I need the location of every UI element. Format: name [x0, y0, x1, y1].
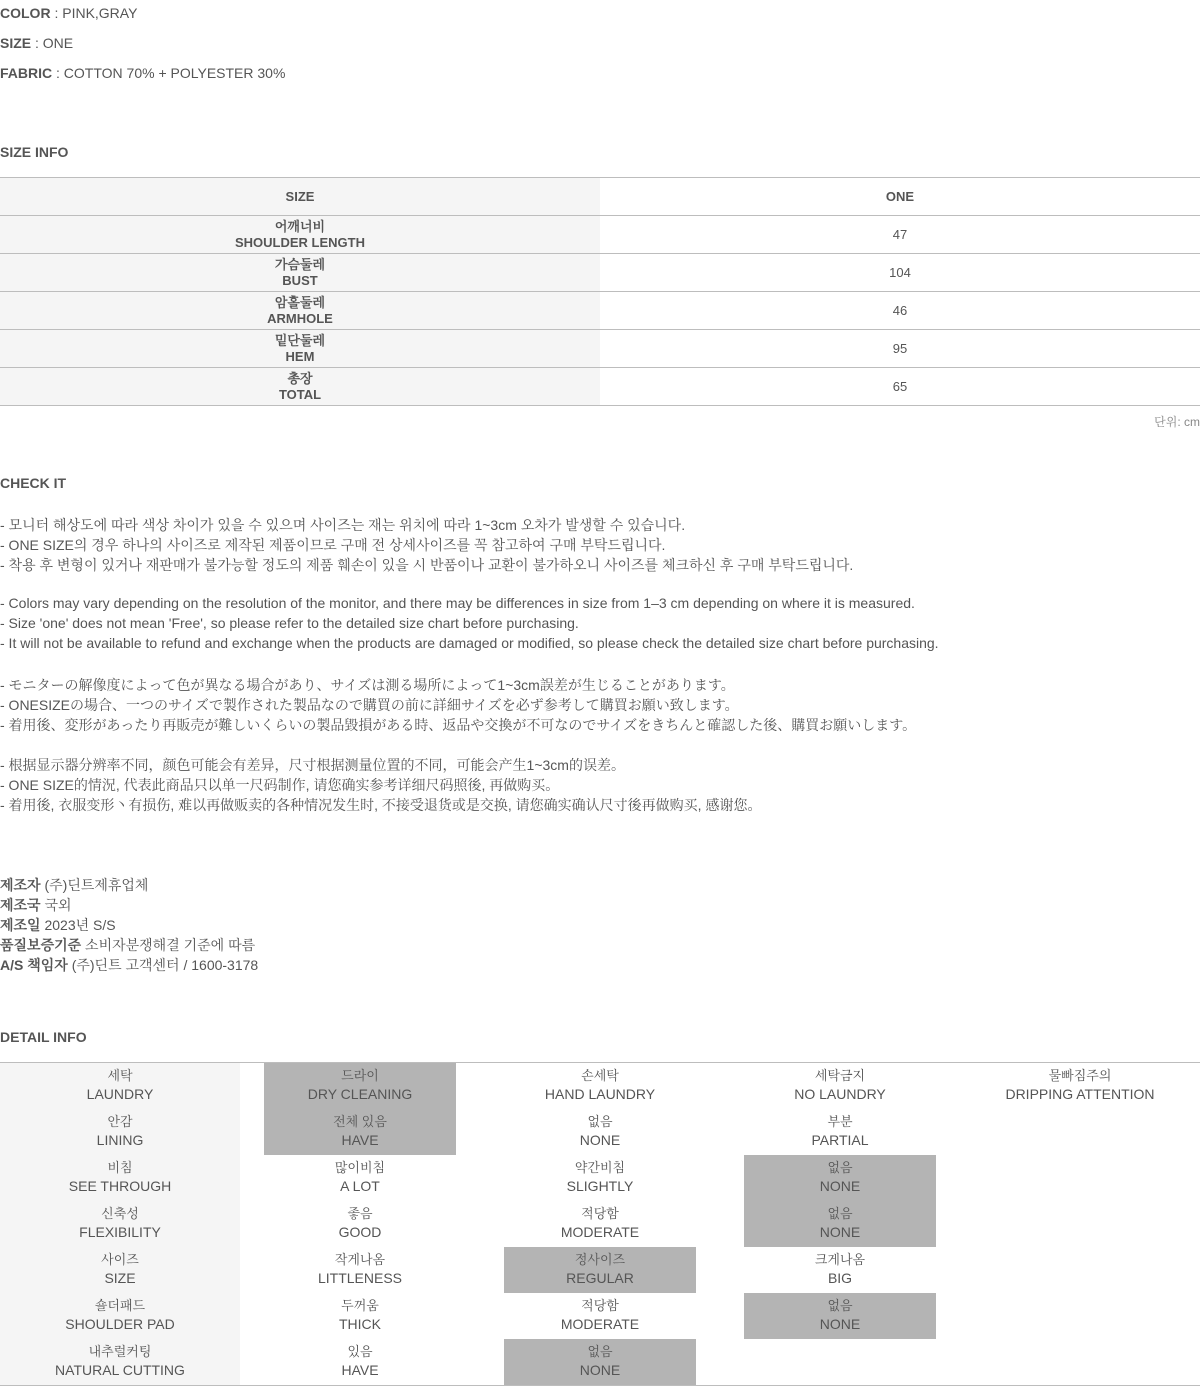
check-line: - ONE SIZE的情況, 代表此商品只以单一尺码制作, 请您确实参考详细尺码照後, 再做购买。: [0, 777, 560, 793]
check-line: - モニターの解像度によって色が異なる場合があり、サイズは測る場所によって1~3cm誤差が生じることがあります。: [0, 677, 735, 693]
maker-manufacturer: 제조자 (주)딘트제휴업체: [0, 877, 149, 893]
option-shoulder-pad-moderate: 적당함 MODERATE: [560, 1298, 640, 1332]
option-hand-laundry: 손세탁 HAND LAUNDRY: [544, 1068, 656, 1102]
check-line: - 根据显示器分辨率不同，颜色可能会有差异，尺寸根据测量位置的不同，可能会产生1~3cm的误差。: [0, 757, 625, 773]
option-natural-cutting-have: 있음 HAVE: [341, 1344, 379, 1378]
size-row-value: 65: [892, 379, 908, 394]
size-row-label: 어깨너비 SHOULDER LENGTH: [0, 216, 600, 254]
size-row-label: 가슴둘레 BUST: [0, 254, 600, 292]
table-row: [0, 368, 1200, 406]
size-table: [0, 177, 1200, 406]
option-lining-none: 없음 NONE: [579, 1114, 621, 1148]
option-dripping-attention: 물빠짐주의 DRIPPING ATTENTION: [1005, 1068, 1155, 1102]
size-row-label: 암홀둘레 ARMHOLE: [0, 292, 600, 330]
size-row-label: 총장 TOTAL: [0, 368, 600, 406]
option-size-big: 크게나옴 BIG: [814, 1252, 866, 1286]
table-row: [0, 216, 1200, 254]
option-natural-cutting-none: 없음 NONE: [579, 1344, 621, 1378]
detail-label-shoulder-pad: 숄더패드 SHOULDER PAD: [65, 1298, 175, 1332]
size-row-label: 밑단둘레 HEM: [0, 330, 600, 368]
option-size-littleness: 작게나옴 LITTLENESS: [317, 1252, 403, 1286]
detail-label-see-through: 비침 SEE THROUGH: [68, 1160, 172, 1194]
option-flexibility-moderate: 적당함 MODERATE: [560, 1206, 640, 1240]
check-line: - ONESIZEの場合、一つのサイズで製作された製品なので購買の前に詳細サイズを必ず参考して購買お願い致します。: [0, 697, 739, 713]
maker-warranty: 품질보증기준 소비자분쟁해결 기준에 따름: [0, 937, 256, 953]
check-line: - 着用後、変形があったり再販売が難しいくらいの製品毀損がある時、返品や交換が不可なのでサイズをきちんと確認した後、購買お願いします。: [0, 717, 917, 733]
check-line: - 착용 후 변형이 있거나 재판매가 불가능할 정도의 제품 훼손이 있을 시 반품이나 교환이 불가하오니 사이즈를 체크하신 후 구매 부탁드립니다.: [0, 557, 854, 573]
option-flexibility-good: 좋음 GOOD: [338, 1206, 382, 1240]
option-shoulder-pad-thick: 두꺼움 THICK: [339, 1298, 381, 1332]
option-flexibility-none: 없음 NONE: [819, 1206, 861, 1240]
spec-size: SIZE : ONE: [0, 35, 74, 51]
size-row-value: 46: [892, 303, 908, 318]
size-header-value: ONE: [885, 189, 915, 204]
detail-label-laundry: 세탁 LAUNDRY: [86, 1068, 154, 1102]
size-info-title: SIZE INFO: [0, 144, 69, 160]
option-see-through-slightly: 약간비침 SLIGHTLY: [566, 1160, 634, 1194]
check-line: - ONE SIZE의 경우 하나의 사이즈로 제작된 제품이므로 구매 전 상세사이즈를 꼭 참고하여 구매 부탁드립니다.: [0, 537, 666, 553]
option-dry-cleaning: 드라이 DRY CLEANING: [307, 1068, 413, 1102]
check-line: - It will not be available to refund and exchange when the products are damaged or modified, so please check the detailed size chart before purchasing.: [0, 635, 939, 651]
check-line: - 모니터 해상도에 따라 색상 차이가 있을 수 있으며 사이즈는 재는 위치에 따라 1~3cm 오차가 발생할 수 있습니다.: [0, 517, 686, 533]
check-line: - Colors may vary depending on the resolution of the monitor, and there may be differences in size from 1–3 cm depending on where it is measured.: [0, 595, 915, 611]
size-row-value: 104: [889, 265, 911, 280]
check-it-title: CHECK IT: [0, 475, 67, 491]
maker-date: 제조일 2023년 S/S: [0, 917, 116, 933]
size-row-value: 47: [892, 227, 908, 242]
spec-fabric: FABRIC : COTTON 70% + POLYESTER 30%: [0, 65, 286, 81]
check-line: - 着用後, 衣服变形丶有损伤, 难以再做贩卖的各种情况发生时, 不接受退货或是交换, 请您确实确认尺寸後再做购买, 感谢您。: [0, 797, 762, 813]
detail-label-lining: 안감 LINING: [96, 1114, 144, 1148]
detail-label-natural-cutting: 내추럴커팅 NATURAL CUTTING: [55, 1344, 185, 1378]
option-see-through-none: 없음 NONE: [819, 1160, 861, 1194]
option-no-laundry: 세탁금지 NO LAUNDRY: [794, 1068, 886, 1102]
spec-color: COLOR : PINK,GRAY: [0, 5, 138, 21]
detail-label-size: 사이즈 SIZE: [101, 1252, 139, 1286]
maker-country: 제조국 국외: [0, 897, 72, 913]
check-line: - Size 'one' does not mean 'Free', so please refer to the detailed size chart before purchasing.: [0, 615, 579, 631]
size-table-header: [0, 178, 1200, 216]
option-lining-have: 전체 있음 HAVE: [333, 1114, 387, 1148]
detail-info-title: DETAIL INFO: [0, 1029, 87, 1045]
size-row-value: 95: [892, 341, 908, 356]
option-shoulder-pad-none: 없음 NONE: [819, 1298, 861, 1332]
option-size-regular: 정사이즈 REGULAR: [566, 1252, 634, 1286]
option-lining-partial: 부분 PARTIAL: [811, 1114, 869, 1148]
unit-note: 단위: cm: [1154, 415, 1200, 429]
size-header-label: SIZE: [0, 178, 600, 216]
maker-as-contact: A/S 책임자 (주)딘트 고객센터 / 1600-3178: [0, 957, 259, 973]
option-see-through-a-lot: 많이비침 A LOT: [334, 1160, 386, 1194]
table-row: [0, 254, 1200, 292]
detail-label-flexibility: 신축성 FLEXIBILITY: [79, 1206, 161, 1240]
table-row: [0, 292, 1200, 330]
table-row: [0, 330, 1200, 368]
